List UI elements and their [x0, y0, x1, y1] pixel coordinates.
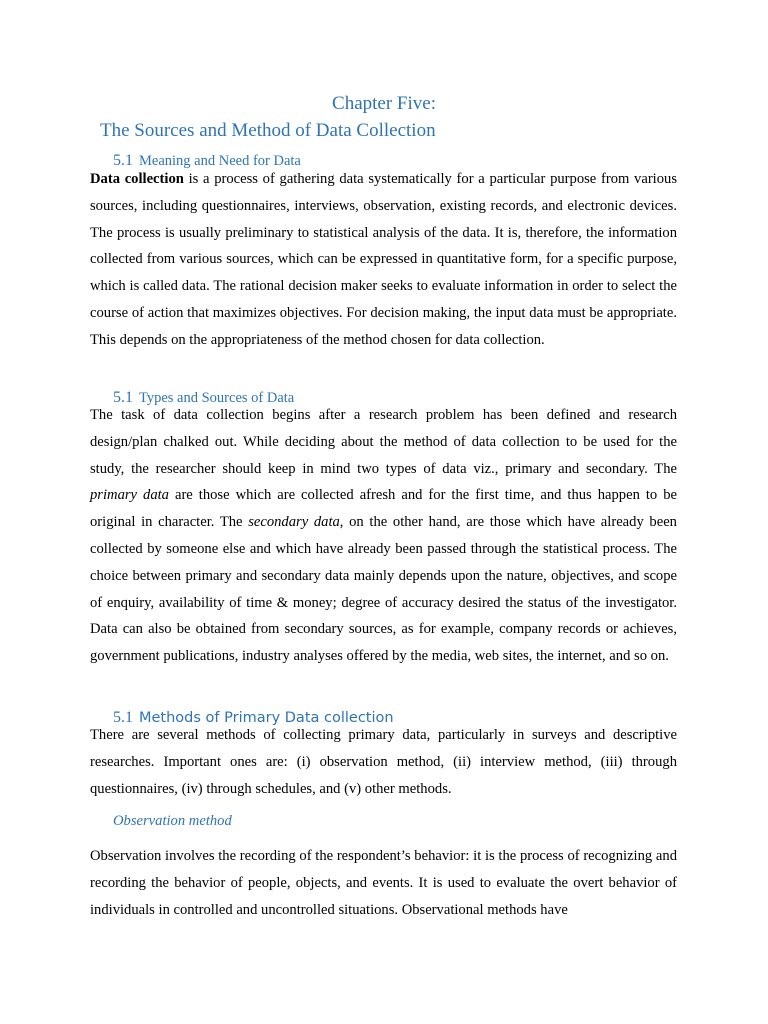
paragraph-text: is a process of gathering data systematically for a particular purpose from various sources, including questionnaires, interviews, observation, existing records, and electronic devices. The process is usually preliminary to statistical analysis of the data. It is, therefore, the information collected from various sources, which can be expressed in quantitative form, for a specific purpose, which is called data. The rational decision maker seeks to evaluate information in order to select the course of action that maximizes objectives. For decision making, the input data must be appropriate. This depends on the appropriateness of the method chosen for data collection. [90, 171, 678, 348]
paragraph-types [90, 402, 677, 670]
section-number: 5.1 [113, 389, 133, 406]
paragraph-observation [90, 843, 677, 923]
section-number: 5.1 [113, 152, 133, 169]
paragraph-text: The task of data collection begins after a research problem has been defined and research design/plan chalked out. While deciding about the method of data collection to be used for the study, the researcher should keep in mind two types of data viz., primary and secondary. The [90, 407, 677, 477]
bold-term: Data collection [90, 171, 184, 187]
italic-term: primary data [90, 487, 169, 504]
paragraph-meaning [90, 166, 677, 354]
section-number: 5.1 [113, 709, 133, 726]
paragraph-methods [90, 722, 677, 802]
paragraph-text: Observation involves the recording of the respondent’s behavior: it is the process of recognizing and recording the behavior of people, objects, and events. It is used to evaluate the overt behavior of individuals in controlled and uncontrolled situations. Observational methods have [90, 848, 677, 918]
section-heading-text: Types and Sources of Data [139, 390, 295, 406]
section-heading-text: Meaning and Need for Data [139, 153, 301, 169]
section-heading-text: Methods of Primary Data collection [139, 710, 394, 726]
paragraph-text: There are several methods of collecting primary data, particularly in surveys and descriptive researches. Important ones are: (i) observation method, (ii) interview method, (iii) through questionnaires, (iv) through schedules, and (v) other methods. [90, 727, 677, 797]
paragraph-text: are those which are collected afresh and for the first time, and thus happen to be original in character. The [90, 487, 677, 531]
subheading-observation: Observation method [113, 813, 232, 829]
chapter-title: The Sources and Method of Data Collection [100, 120, 436, 141]
paragraph-text: , on the other hand, are those which have already been collected by someone else and which have already been passed through the statistical process. The choice between primary and secondary data mainly depends upon the nature, objectives, and scope of enquiry, availability of time & money; degree of accuracy desired the status of the investigator. Data can also be obtained from secondary sources, as for example, company records or achieves, government publications, industry analyses offered by the media, web sites, the internet, and so on. [90, 514, 677, 665]
chapter-label: Chapter Five: [332, 93, 436, 114]
italic-term: secondary data [248, 514, 340, 531]
